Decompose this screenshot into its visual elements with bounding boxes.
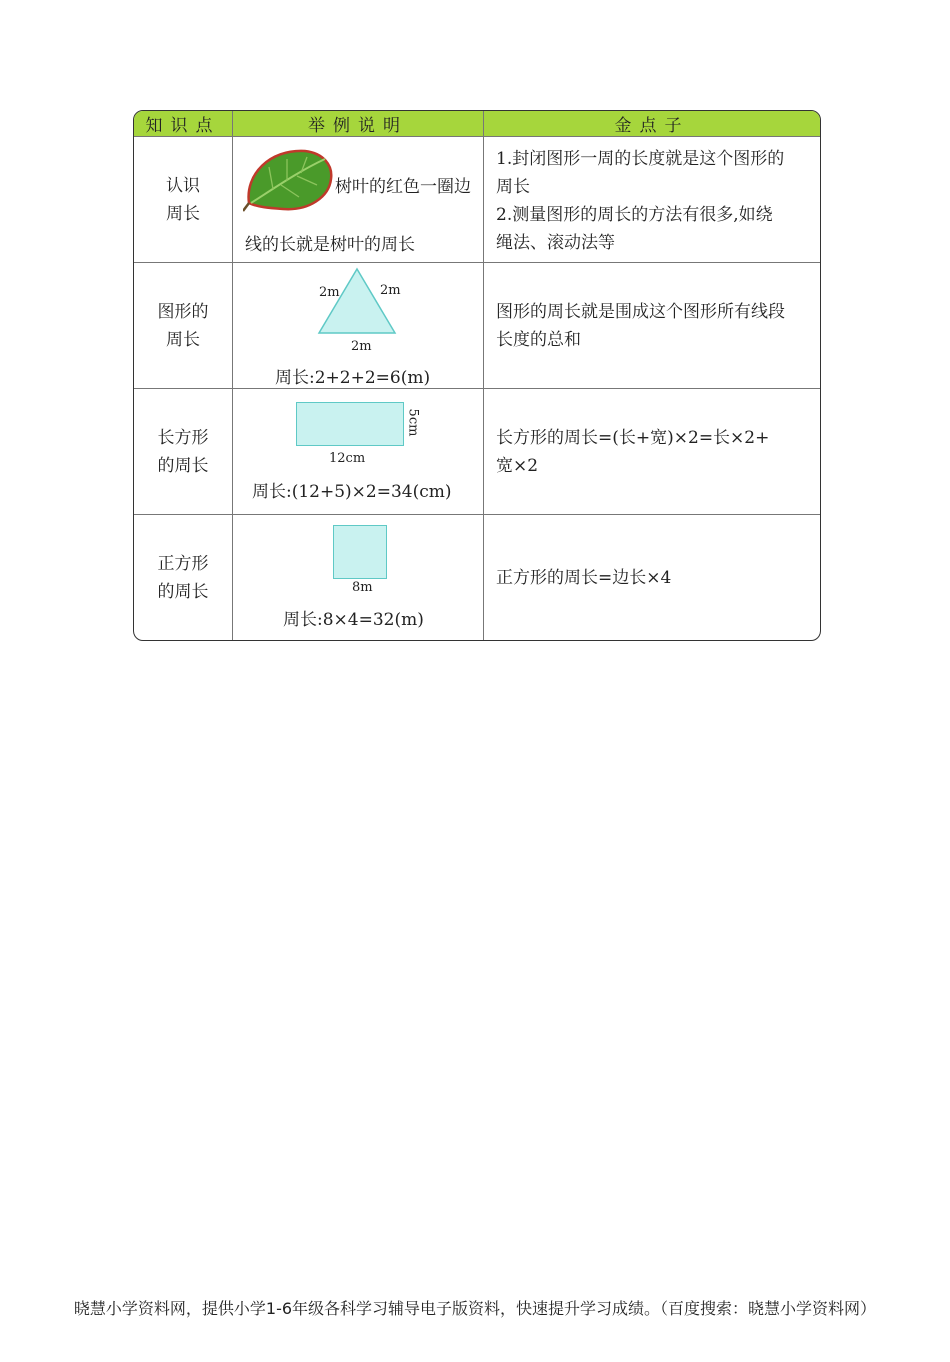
table-row [134,515,820,641]
example-cell [233,137,484,262]
table-header [134,111,820,137]
rectangle-bottom-label: 12cm [329,451,366,466]
tip-cell [484,263,820,388]
triangle-shape [317,267,397,337]
topic-cell [134,389,233,514]
tip-line: 长方形的周长=(长+宽)×2=长×2+ [496,427,770,448]
topic-line: 图形的 [157,301,209,322]
tip-cell [484,515,820,641]
topic-line: 的周长 [157,455,209,476]
rectangle-shape [296,402,404,446]
topic-line: 长方形 [157,427,209,448]
square-bottom-label: 8m [352,580,373,595]
header-example: 举例说明 [233,111,484,136]
example-caption: 周长:2+2+2=6(m) [275,368,431,388]
example-cell [233,263,484,388]
triangle-right-label: 2m [380,283,401,298]
header-knowledge: 知识点 [134,111,233,136]
topic-cell [134,137,233,262]
example-text-line1: 树叶的红色一圈边 [335,177,471,197]
tip-line: 2.测量图形的周长的方法有很多,如绕 [496,205,773,225]
example-caption: 周长:8×4=32(m) [283,610,424,630]
tip-cell [484,389,820,514]
example-cell [233,515,484,641]
rectangle-side-label: 5cm [405,408,421,437]
footer-text: 晓慧小学资料网，提供小学1-6年级各科学习辅导电子版资料，快速提升学习成绩。（百度搜索：晓慧小学资料网） [73,1299,877,1318]
table-row [134,263,820,389]
square-shape [333,525,387,579]
topic-line: 周长 [166,329,200,350]
topic-line: 周长 [166,203,200,224]
tip-cell [484,137,820,262]
example-cell [233,389,484,514]
header-tips: 金点子 [614,116,690,136]
tip-line: 长度的总和 [496,329,581,350]
triangle-bottom-label: 2m [351,339,372,354]
topic-line: 认识 [166,175,200,196]
topic-cell [134,263,233,388]
tip-line: 宽×2 [496,455,539,476]
table-row [134,137,820,263]
tip-line: 图形的周长就是围成这个图形所有线段 [496,301,785,322]
tip-line: 正方形的周长=边长×4 [496,568,672,588]
topic-cell [134,515,233,641]
triangle-left-label: 2m [319,285,340,300]
example-caption: 周长:(12+5)×2=34(cm) [252,482,452,502]
leaf-image [243,145,335,217]
knowledge-table [133,110,821,641]
topic-line: 的周长 [157,582,209,602]
table-row [134,389,820,515]
example-text-line2: 线的长就是树叶的周长 [245,235,415,255]
tip-line: 绳法、滚动法等 [496,233,615,253]
topic-line: 正方形 [157,554,209,574]
tip-line: 1.封闭图形一周的长度就是这个图形的 [496,149,785,169]
tip-line: 周长 [496,177,530,197]
